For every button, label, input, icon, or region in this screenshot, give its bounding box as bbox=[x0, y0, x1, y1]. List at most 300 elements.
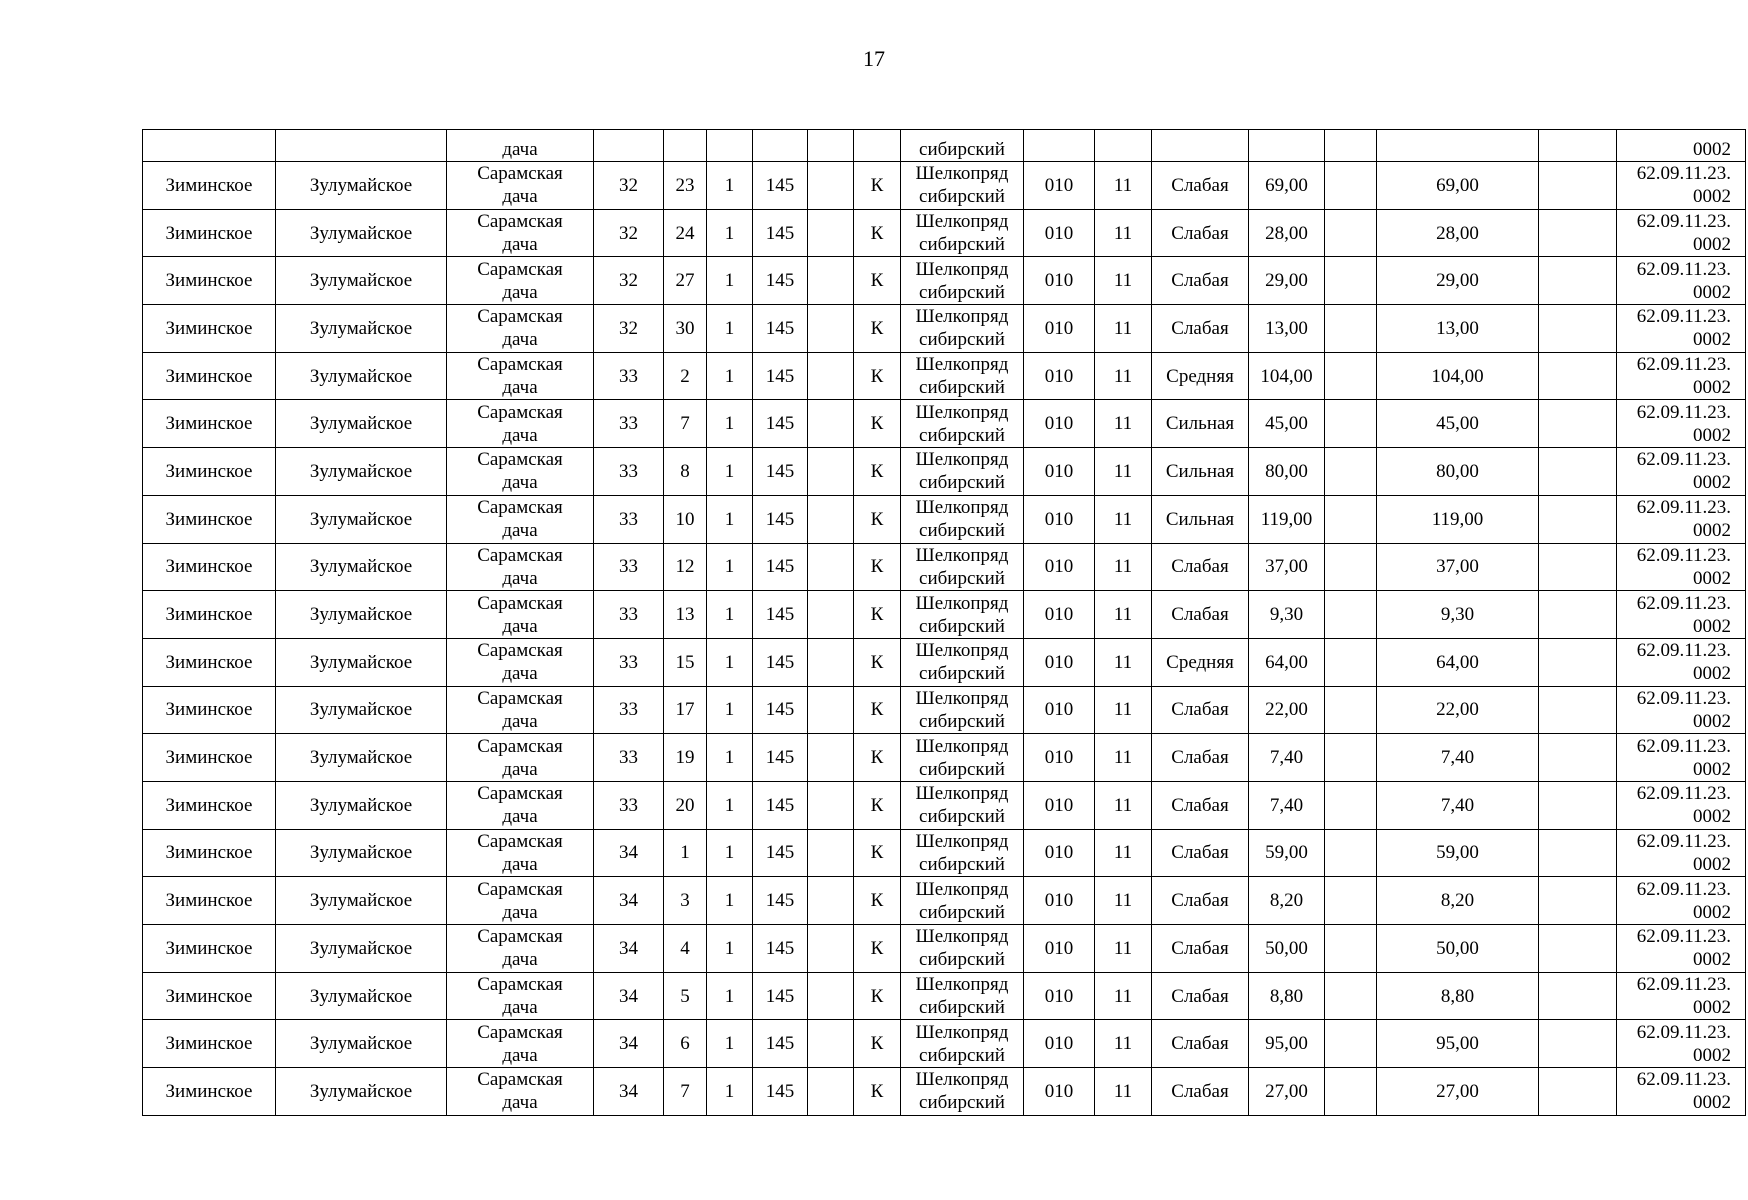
cell-c3 bbox=[808, 305, 854, 353]
cell-tract bbox=[447, 829, 594, 877]
cell-quarter bbox=[594, 305, 664, 353]
table-row bbox=[143, 1068, 1746, 1116]
cell-code bbox=[1617, 925, 1746, 973]
cell-pest bbox=[901, 448, 1024, 496]
cell-pest bbox=[901, 400, 1024, 448]
cell-c4 bbox=[1024, 591, 1095, 639]
cell-forestry bbox=[276, 543, 447, 591]
cell-section bbox=[664, 495, 707, 543]
cell-code-text: 62.09.11.23. bbox=[1636, 544, 1731, 566]
cell-quarter-text: 32 bbox=[619, 317, 638, 339]
cell-code bbox=[1617, 734, 1746, 782]
cell-area2 bbox=[1377, 638, 1539, 686]
cell-c6 bbox=[1325, 925, 1377, 973]
cell-tract-text: Сарамская bbox=[477, 211, 563, 233]
cell-area2 bbox=[1377, 162, 1539, 210]
cell-code bbox=[1617, 305, 1746, 353]
cell-tract-text: дача bbox=[502, 472, 538, 494]
cell-c4-text: 010 bbox=[1044, 604, 1074, 626]
cell-forestry bbox=[276, 1020, 447, 1068]
cell-tract: дача bbox=[447, 130, 594, 162]
cell-degree-text: Слабая bbox=[1171, 317, 1229, 339]
cell-species-text: К bbox=[870, 270, 884, 292]
cell-pest-text: Шелкопряд bbox=[915, 306, 1009, 328]
cell-c3 bbox=[808, 1068, 854, 1116]
cell-c4 bbox=[1024, 686, 1095, 734]
cell-c6 bbox=[1325, 638, 1377, 686]
cell-c4 bbox=[1024, 495, 1095, 543]
cell-pest-text: Шелкопряд bbox=[915, 163, 1009, 185]
cell-degree-text: Слабая bbox=[1171, 985, 1229, 1007]
cell-c2 bbox=[753, 734, 808, 782]
cell-quarter-text: 34 bbox=[619, 890, 638, 912]
cell-area2 bbox=[1377, 209, 1539, 257]
cell-district bbox=[143, 877, 276, 925]
cell-c3 bbox=[808, 162, 854, 210]
cell-c5-text: 11 bbox=[1113, 890, 1133, 912]
table-row bbox=[143, 162, 1746, 210]
cell-code-text: 62.09.11.23. bbox=[1636, 687, 1731, 709]
cell-c2 bbox=[753, 925, 808, 973]
cell-c4-text: 010 bbox=[1044, 365, 1074, 387]
cell-pest-text: сибирский bbox=[919, 1092, 1005, 1114]
cell-district-text: Зиминское bbox=[165, 222, 253, 244]
cell-section bbox=[664, 543, 707, 591]
cell-species-text: К bbox=[870, 1080, 884, 1102]
cell-area-text: 29,00 bbox=[1265, 270, 1308, 292]
cell-section bbox=[664, 591, 707, 639]
cell-c2 bbox=[753, 352, 808, 400]
cell-c2-text: 145 bbox=[765, 1080, 795, 1102]
cell-code-text: 62.09.11.23. bbox=[1636, 211, 1731, 233]
cell-c5-text: 11 bbox=[1113, 651, 1133, 673]
cell-degree-text: Слабая bbox=[1171, 699, 1229, 721]
cell-forestry bbox=[276, 591, 447, 639]
cell-c1-text: 1 bbox=[724, 985, 735, 1007]
cell-c5 bbox=[1095, 257, 1152, 305]
cell-c4 bbox=[1024, 209, 1095, 257]
cell-section bbox=[664, 448, 707, 496]
table-row bbox=[143, 591, 1746, 639]
cell-area-text: 95,00 bbox=[1265, 1033, 1308, 1055]
cell-species-text: К bbox=[870, 937, 884, 959]
cell-c2-text: 145 bbox=[765, 556, 795, 578]
cell-c5 bbox=[1095, 829, 1152, 877]
cell-c5-text: 11 bbox=[1113, 842, 1133, 864]
cell-c5-text: 11 bbox=[1113, 794, 1133, 816]
cell-c2-text: 145 bbox=[765, 317, 795, 339]
cell-area2-text: 50,00 bbox=[1436, 937, 1479, 959]
cell-c4-text: 010 bbox=[1044, 222, 1074, 244]
cell-c5-text: 11 bbox=[1113, 1033, 1133, 1055]
cell-c4 bbox=[1024, 734, 1095, 782]
cell-tract bbox=[447, 591, 594, 639]
cell-area2 bbox=[1377, 734, 1539, 782]
cell-c4 bbox=[1024, 781, 1095, 829]
cell-quarter-text: 33 bbox=[619, 699, 638, 721]
cell-area2 bbox=[1377, 448, 1539, 496]
cell-species bbox=[854, 925, 901, 973]
cell-c6 bbox=[1325, 257, 1377, 305]
cell-code-text: 0002 bbox=[1693, 901, 1731, 923]
cell-district-text: Зиминское bbox=[165, 556, 253, 578]
cell-code bbox=[1617, 162, 1746, 210]
cell-code bbox=[1617, 781, 1746, 829]
cell-district-text: Зиминское bbox=[165, 270, 253, 292]
cell-c1 bbox=[707, 352, 753, 400]
cell-c1 bbox=[707, 400, 753, 448]
cell-area bbox=[1249, 1020, 1325, 1068]
cell-pest-text: Шелкопряд bbox=[915, 830, 1009, 852]
cell-section bbox=[664, 686, 707, 734]
cell-c6 bbox=[1325, 829, 1377, 877]
cell-forestry bbox=[276, 495, 447, 543]
cell-species bbox=[854, 1020, 901, 1068]
cell-area2-text: 95,00 bbox=[1436, 1033, 1479, 1055]
cell-area bbox=[1249, 686, 1325, 734]
cell-code-text: 0002 bbox=[1693, 377, 1731, 399]
cell-forestry bbox=[276, 305, 447, 353]
cell-section bbox=[664, 1068, 707, 1116]
cell-quarter bbox=[594, 495, 664, 543]
cell-area2-text: 80,00 bbox=[1436, 460, 1479, 482]
cell-pest-text: сибирский bbox=[919, 377, 1005, 399]
cell-c2-text: 145 bbox=[765, 651, 795, 673]
cell-code-text: 62.09.11.23. bbox=[1636, 926, 1731, 948]
cell-area-text: 64,00 bbox=[1265, 651, 1308, 673]
cell-code-text: 62.09.11.23. bbox=[1636, 592, 1731, 614]
cell-c2-text: 145 bbox=[765, 270, 795, 292]
cell-section-text: 4 bbox=[680, 937, 690, 959]
cell-area bbox=[1249, 925, 1325, 973]
cell-quarter-text: 33 bbox=[619, 365, 638, 387]
cell-area2-text: 28,00 bbox=[1436, 222, 1479, 244]
cell-species-text: К bbox=[870, 508, 884, 530]
cell-c4-text: 010 bbox=[1044, 699, 1074, 721]
cell-tract-text: дача bbox=[502, 615, 538, 637]
cell-quarter bbox=[594, 686, 664, 734]
cell-code-text: 62.09.11.23. bbox=[1636, 449, 1731, 471]
cell-tract bbox=[447, 448, 594, 496]
cell-district bbox=[143, 352, 276, 400]
cell-c1-text: 1 bbox=[724, 747, 735, 769]
cell-c4 bbox=[1024, 638, 1095, 686]
cell-c1 bbox=[707, 925, 753, 973]
cell-c2 bbox=[753, 591, 808, 639]
cell-c4-text: 010 bbox=[1044, 747, 1074, 769]
cell-code-text: 0002 bbox=[1693, 567, 1731, 589]
cell-c1-text: 1 bbox=[724, 365, 735, 387]
cell-c6 bbox=[1325, 543, 1377, 591]
cell-c4-text: 010 bbox=[1044, 556, 1074, 578]
cell-c4 bbox=[1024, 1068, 1095, 1116]
cell-area bbox=[1249, 495, 1325, 543]
cell-c1-text: 1 bbox=[724, 794, 735, 816]
cell-c2 bbox=[753, 543, 808, 591]
cell-c5-text: 11 bbox=[1113, 747, 1133, 769]
cell-section-text: 3 bbox=[680, 890, 690, 912]
cell-c3 bbox=[808, 495, 854, 543]
cell-tract bbox=[447, 305, 594, 353]
cell-quarter-text: 34 bbox=[619, 1033, 638, 1055]
cell-pest-text: Шелкопряд bbox=[915, 354, 1009, 376]
cell-c3 bbox=[808, 400, 854, 448]
cell-pest-text: Шелкопряд bbox=[915, 211, 1009, 233]
cell-forestry bbox=[276, 925, 447, 973]
cell-district-text: Зиминское bbox=[165, 460, 253, 482]
cell-quarter-text: 33 bbox=[619, 460, 638, 482]
cell-tract-text: дача bbox=[502, 1092, 538, 1114]
cell-c2 bbox=[753, 257, 808, 305]
cell-section bbox=[664, 925, 707, 973]
cell-c1 bbox=[707, 448, 753, 496]
cell-area-text: 119,00 bbox=[1260, 508, 1313, 530]
cell-forestry bbox=[276, 400, 447, 448]
cell-c2 bbox=[753, 1020, 808, 1068]
cell-code-text: 0002 bbox=[1693, 520, 1731, 542]
cell-forestry bbox=[276, 1068, 447, 1116]
cell-area2 bbox=[1377, 400, 1539, 448]
cell-tract-text: Сарамская bbox=[477, 544, 563, 566]
cell-forestry-text: Зулумайское bbox=[309, 413, 413, 435]
cell-area2-text: 22,00 bbox=[1436, 699, 1479, 721]
cell-c3 bbox=[808, 638, 854, 686]
cell-area-text: 8,80 bbox=[1269, 985, 1304, 1007]
cell-c7 bbox=[1539, 686, 1617, 734]
cell-section-text: 12 bbox=[675, 556, 695, 578]
cell-section bbox=[664, 400, 707, 448]
cell-code-text: 0002 bbox=[1693, 1092, 1731, 1114]
cell-quarter-text: 33 bbox=[619, 508, 638, 530]
cell-c2-text: 145 bbox=[765, 985, 795, 1007]
cell-c1-text: 1 bbox=[724, 937, 735, 959]
cell-area2-text: 9,30 bbox=[1440, 604, 1475, 626]
cell-tract-text: дача bbox=[502, 424, 538, 446]
cell-c2-text: 145 bbox=[765, 222, 795, 244]
cell-tract bbox=[447, 543, 594, 591]
cell-code bbox=[1617, 495, 1746, 543]
table-row bbox=[143, 352, 1746, 400]
cell-c4-text: 010 bbox=[1044, 985, 1074, 1007]
cell-area2 bbox=[1377, 829, 1539, 877]
cell-species-text: К bbox=[870, 174, 884, 196]
cell-area2-text: 104,00 bbox=[1431, 365, 1484, 387]
cell-species bbox=[854, 829, 901, 877]
cell-area2 bbox=[1377, 1020, 1539, 1068]
cell-c7 bbox=[1539, 972, 1617, 1020]
continuation-row bbox=[143, 130, 1746, 162]
cell-tract-text: дача bbox=[502, 281, 538, 303]
cell-degree-text: Слабая bbox=[1171, 604, 1229, 626]
cell-code bbox=[1617, 1068, 1746, 1116]
cell-pest bbox=[901, 638, 1024, 686]
cell-quarter-text: 32 bbox=[619, 270, 638, 292]
table-body bbox=[143, 130, 1746, 1116]
cell-code-text: 0002 bbox=[1693, 806, 1731, 828]
cell-c1 bbox=[707, 543, 753, 591]
cell-c3 bbox=[808, 209, 854, 257]
table-row bbox=[143, 495, 1746, 543]
cell-area2-text: 69,00 bbox=[1436, 174, 1479, 196]
cell-tract-text: Сарамская bbox=[477, 640, 563, 662]
cell-degree-text: Слабая bbox=[1171, 222, 1229, 244]
cell-c3 bbox=[808, 925, 854, 973]
cell-c5-text: 11 bbox=[1113, 174, 1133, 196]
cell-area2-text: 27,00 bbox=[1436, 1080, 1479, 1102]
cell-code bbox=[1617, 543, 1746, 591]
cell-c2 bbox=[753, 781, 808, 829]
table-row bbox=[143, 925, 1746, 973]
cell-degree bbox=[1152, 400, 1249, 448]
cell-section-text: 10 bbox=[675, 508, 695, 530]
cell-c7 bbox=[1539, 591, 1617, 639]
cell-pest-text: сибирский bbox=[919, 567, 1005, 589]
cell-c7 bbox=[1539, 925, 1617, 973]
cell-degree-text: Слабая bbox=[1171, 1080, 1229, 1102]
cell-pest-text: Шелкопряд bbox=[915, 592, 1009, 614]
cell-c4 bbox=[1024, 305, 1095, 353]
cell-c5 bbox=[1095, 686, 1152, 734]
cell-tract-text: дача bbox=[502, 329, 538, 351]
cell-area2-text: 119,00 bbox=[1431, 508, 1484, 530]
cell-pest-text: Шелкопряд bbox=[915, 497, 1009, 519]
cell-section bbox=[664, 352, 707, 400]
cell-district bbox=[143, 972, 276, 1020]
cell-forestry-text: Зулумайское bbox=[309, 794, 413, 816]
cell-tract-text: дача bbox=[502, 949, 538, 971]
cell-area2-text: 8,80 bbox=[1440, 985, 1475, 1007]
cell-c1-text: 1 bbox=[724, 842, 735, 864]
cell-c5-text: 11 bbox=[1113, 508, 1133, 530]
cell-c2 bbox=[753, 495, 808, 543]
cell-forestry-text: Зулумайское bbox=[309, 747, 413, 769]
cell-code bbox=[1617, 877, 1746, 925]
cell-c3 bbox=[808, 781, 854, 829]
cell-c1 bbox=[707, 781, 753, 829]
cell-c4 bbox=[1024, 972, 1095, 1020]
cell-area bbox=[1249, 305, 1325, 353]
cell-code-text: 62.09.11.23. bbox=[1636, 306, 1731, 328]
cell-pest bbox=[901, 686, 1024, 734]
cell-c7 bbox=[1539, 781, 1617, 829]
cell-section bbox=[664, 257, 707, 305]
cell-quarter bbox=[594, 877, 664, 925]
cell-c1-text: 1 bbox=[724, 1033, 735, 1055]
cell-quarter-text: 33 bbox=[619, 747, 638, 769]
cell-section-text: 20 bbox=[675, 794, 695, 816]
cell-section bbox=[664, 162, 707, 210]
cell-forestry-text: Зулумайское bbox=[309, 508, 413, 530]
cell-pest bbox=[901, 209, 1024, 257]
cell-c1 bbox=[707, 877, 753, 925]
cell-quarter-text: 34 bbox=[619, 1080, 638, 1102]
cell-code-text: 0002 bbox=[1693, 615, 1731, 637]
cell-tract-text: дача bbox=[502, 710, 538, 732]
cell-tract-text: дача bbox=[502, 663, 538, 685]
cell-section bbox=[664, 209, 707, 257]
cell-c5 bbox=[1095, 209, 1152, 257]
cell-area2 bbox=[1377, 972, 1539, 1020]
cell-degree-text: Слабая bbox=[1171, 890, 1229, 912]
cell-c7 bbox=[1539, 877, 1617, 925]
cell-c1 bbox=[707, 162, 753, 210]
cell-quarter-text: 34 bbox=[619, 937, 638, 959]
cell-area bbox=[1249, 781, 1325, 829]
cell-degree bbox=[1152, 829, 1249, 877]
cell-tract-text: Сарамская bbox=[477, 163, 563, 185]
cell-pest-text: сибирский bbox=[919, 663, 1005, 685]
cell-species bbox=[854, 400, 901, 448]
cell-district-text: Зиминское bbox=[165, 508, 253, 530]
cell-species-text: К bbox=[870, 842, 884, 864]
cell-c1-text: 1 bbox=[724, 604, 735, 626]
cell-c7 bbox=[1539, 400, 1617, 448]
cell-c1-text: 1 bbox=[724, 317, 735, 339]
cell-species-text: К bbox=[870, 460, 884, 482]
cell-section-text: 23 bbox=[675, 174, 695, 196]
table-row bbox=[143, 877, 1746, 925]
cell-area2 bbox=[1377, 352, 1539, 400]
cell-pest-text: сибирский bbox=[919, 234, 1005, 256]
cell-c2 bbox=[753, 448, 808, 496]
cell-pest bbox=[901, 1020, 1024, 1068]
cell-c2-text: 145 bbox=[765, 699, 795, 721]
cell-species bbox=[854, 1068, 901, 1116]
cell-c4-text: 010 bbox=[1044, 270, 1074, 292]
cell-area2 bbox=[1377, 1068, 1539, 1116]
cell-pest-text: сибирский bbox=[919, 186, 1005, 208]
cell-c2 bbox=[753, 686, 808, 734]
cell-c7 bbox=[1539, 638, 1617, 686]
cell-degree bbox=[1152, 162, 1249, 210]
cell-c7 bbox=[1539, 734, 1617, 782]
cell-degree bbox=[1152, 781, 1249, 829]
cell-code-text: 62.09.11.23. bbox=[1636, 878, 1731, 900]
cell-code bbox=[1617, 638, 1746, 686]
cell-tract-text: дача bbox=[502, 377, 538, 399]
cell-c7 bbox=[1539, 352, 1617, 400]
cell-section-text: 5 bbox=[680, 985, 690, 1007]
cell-code bbox=[1617, 400, 1746, 448]
cell-tract-text: дача bbox=[502, 806, 538, 828]
cell-c2-text: 145 bbox=[765, 1033, 795, 1055]
table-row bbox=[143, 686, 1746, 734]
cell-district bbox=[143, 209, 276, 257]
cell-c2-text: 145 bbox=[765, 604, 795, 626]
cell-quarter-text: 33 bbox=[619, 794, 638, 816]
cell-area2 bbox=[1377, 305, 1539, 353]
cell-pest-text: сибирский bbox=[919, 997, 1005, 1019]
cell-forestry-text: Зулумайское bbox=[309, 985, 413, 1007]
cell-c2-text: 145 bbox=[765, 508, 795, 530]
cell-district bbox=[143, 162, 276, 210]
cell-tract-text: Сарамская bbox=[477, 735, 563, 757]
cell-area bbox=[1249, 209, 1325, 257]
cell-code-text: 0002 bbox=[1693, 853, 1731, 875]
cell-species bbox=[854, 543, 901, 591]
cell-area bbox=[1249, 829, 1325, 877]
cell-code-text: 0002 bbox=[1693, 758, 1731, 780]
cell-district bbox=[143, 638, 276, 686]
cell-forestry bbox=[276, 257, 447, 305]
cell-quarter bbox=[594, 400, 664, 448]
cell-pest-text: сибирский bbox=[919, 520, 1005, 542]
cell-forestry-text: Зулумайское bbox=[309, 222, 413, 244]
cell-c6 bbox=[1325, 1020, 1377, 1068]
cell-code-text: 62.09.11.23. bbox=[1636, 497, 1731, 519]
cell-c7 bbox=[1539, 495, 1617, 543]
cell-district-text: Зиминское bbox=[165, 413, 253, 435]
